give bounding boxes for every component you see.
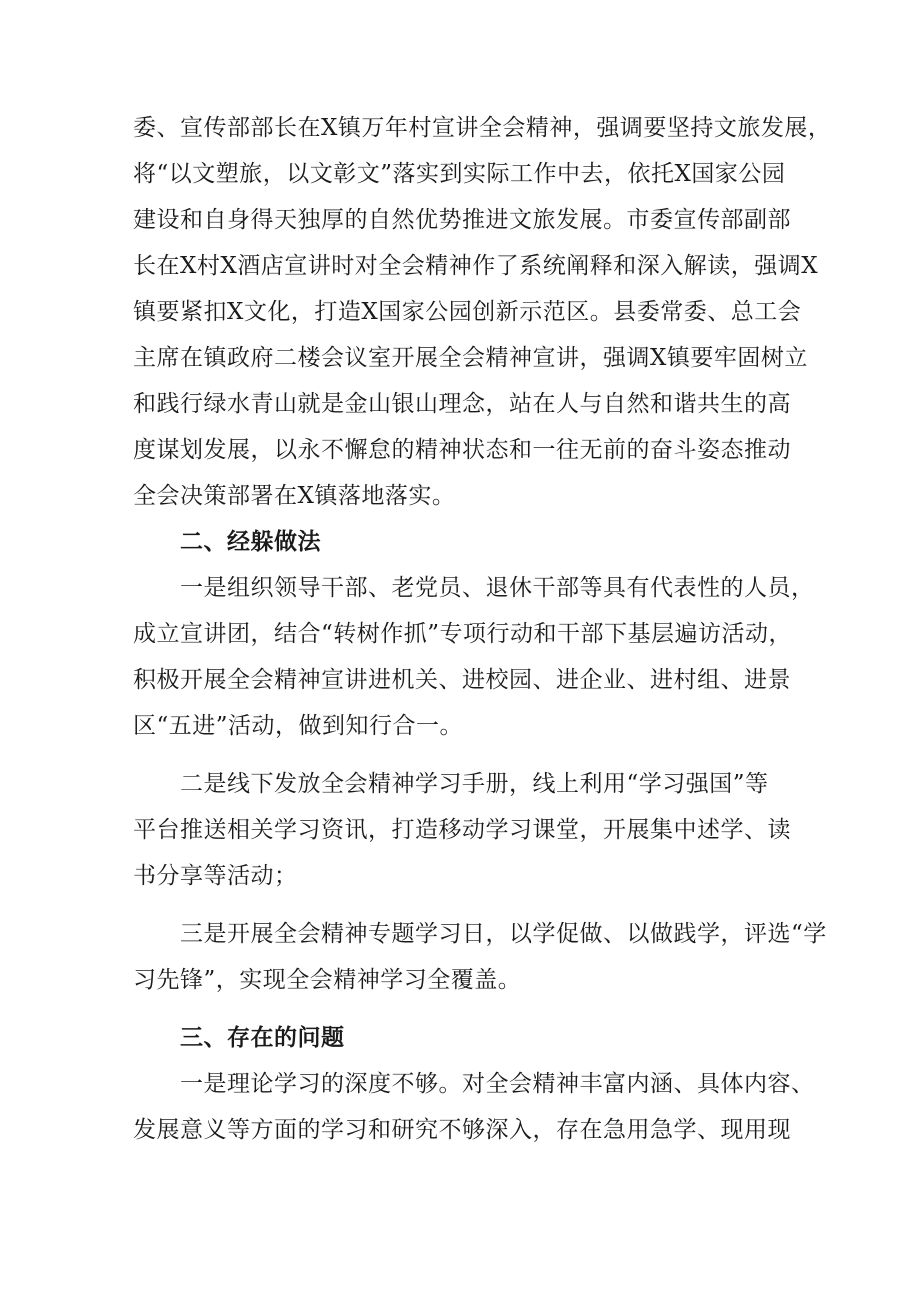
paragraph-line: 建设和自身得天独厚的自然优势推进文旅发展。市委宣传部副部	[133, 207, 791, 233]
paragraph-line: 委、宣传部部长在X镇万年村宣讲全会精神，强调要坚持文旅发展，	[133, 115, 832, 141]
paragraph-line: 主席在镇政府二楼会议室开展全会精神宣讲，强调X镇要牢固树立	[133, 345, 808, 371]
paragraph-line: 度谋划发展，以永不懈怠的精神状态和一往无前的奋斗姿态推动	[133, 437, 791, 463]
paragraph-line: 习先锋”，实现全会精神学习全覆盖。	[133, 967, 522, 993]
paragraph-line: 二是线下发放全会精神学习手册，线上利用“学习强国”等	[180, 771, 769, 797]
section-heading: 二、经躲做法	[180, 529, 321, 555]
paragraph-line: 和践行绿水青山就是金山银山理念，站在人与自然和谐共生的高	[133, 391, 791, 417]
paragraph-line: 将“以文塑旅，以文彰文”落实到实际工作中去，依托X国家公园	[133, 161, 786, 187]
paragraph-line: 成立宣讲团，结合“转树作抓”专项行动和干部下基层遍访活动，	[133, 621, 793, 647]
paragraph-line: 区“五进”活动，做到知行合一。	[133, 713, 464, 739]
paragraph-line: 三是开展全会精神专题学习日，以学促做、以做践学，评选“学	[180, 921, 827, 947]
paragraph-line: 镇要紧扣X文化，打造X国家公园创新示范区。县委常委、总工会	[133, 299, 802, 325]
paragraph-line: 全会决策部署在X镇落地落实。	[133, 483, 456, 509]
paragraph-line: 平台推送相关学习资讯，打造移动学习课堂，开展集中述学、读	[133, 817, 791, 843]
paragraph-line: 一是理论学习的深度不够。对全会精神丰富内涵、具体内容、	[180, 1071, 815, 1097]
paragraph-line: 长在X村X酒店宣讲时对全会精神作了系统阐释和深入解读，强调X	[133, 253, 819, 279]
section-heading: 三、存在的问题	[180, 1025, 345, 1051]
paragraph-line: 书分享等活动；	[133, 863, 298, 889]
paragraph-line: 积极开展全会精神宣讲进机关、进校园、进企业、进村组、进景	[133, 667, 791, 693]
paragraph-line: 一是组织领导干部、老党员、退休干部等具有代表性的人员，	[180, 575, 815, 601]
paragraph-line: 发展意义等方面的学习和研究不够深入，存在急用急学、现用现	[133, 1117, 791, 1143]
